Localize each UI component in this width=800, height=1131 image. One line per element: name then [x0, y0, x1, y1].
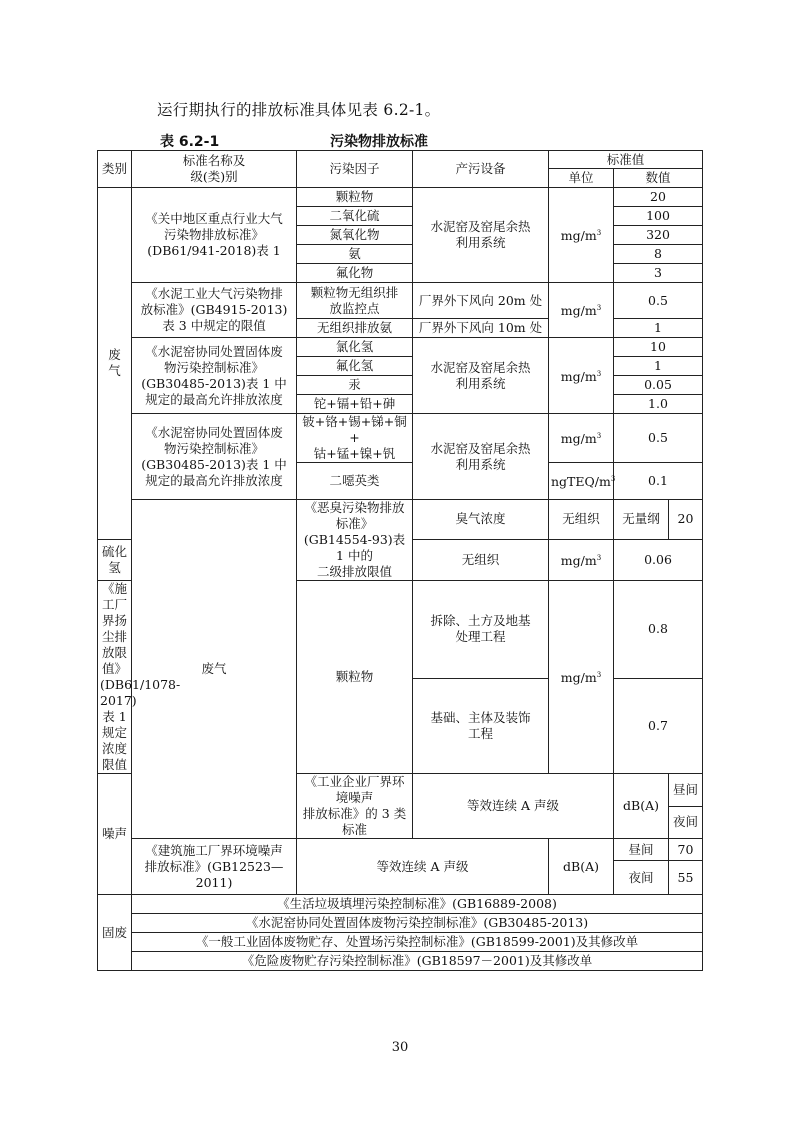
header-unit: 单位 [549, 169, 614, 188]
g4-factor-0: 铍+铬+锡+锑+铜+ 钴+锰+镍+钒 [297, 414, 413, 463]
table-caption-title: 污染物排放标准 [330, 134, 428, 150]
g1-factor-0: 颗粒物 [297, 188, 413, 207]
g2-equipment-0: 厂界外下风向 20m 处 [413, 283, 549, 319]
g4-unit-1: ngTEQ/$m^3$ [549, 463, 614, 500]
g4-standard: 《水泥窑协同处置固体废 物污染控制标准》 (GB30485-2013)表 1 中 规定的最高允许排放浓度 [132, 414, 297, 500]
n2-day-value: 70 [669, 839, 703, 861]
g5-standard: 《恶臭污染物排放标准》 (GB14554-93)表 1 中的 二级排放限值 [297, 500, 413, 581]
g6-unit: $mg/m^3$ [549, 581, 614, 774]
n1-night-label: 夜间 [669, 806, 703, 839]
n2-day-label: 昼间 [614, 839, 669, 861]
category-gas-1: 废 气 [98, 188, 132, 540]
n1-unit: dB(A) [614, 774, 669, 839]
table-row [98, 895, 703, 914]
emission-standards-table [97, 150, 703, 971]
table-row [98, 952, 703, 971]
header-equipment: 产污设备 [413, 151, 549, 188]
table-row [98, 839, 703, 861]
category-noise: 噪声 [98, 774, 132, 895]
g3-factor-1: 氟化氢 [297, 357, 413, 376]
intro-text: 运行期执行的排放标准具体见表 6.2-1。 [157, 101, 441, 119]
g1-value-3: 8 [614, 245, 703, 264]
g1-factor-3: 氨 [297, 245, 413, 264]
g3-unit: $mg/m^3$ [549, 338, 614, 414]
solid-row-0: 《生活垃圾填埋污染控制标准》(GB16889-2008) [132, 895, 703, 914]
g1-value-1: 100 [614, 207, 703, 226]
table-row [98, 914, 703, 933]
header-factor: 污染因子 [297, 151, 413, 188]
table-row [98, 283, 703, 319]
header-standard-value: 标准值 [549, 151, 703, 169]
category-gas-2: 废气 [132, 500, 297, 839]
header-standard-name: 标准名称及 级(类)别 [132, 151, 297, 188]
n2-factor: 等效连续 A 声级 [297, 839, 549, 895]
header-category: 类别 [98, 151, 132, 188]
g2-standard: 《水泥工业大气污染物排 放标准》(GB4915-2013) 表 3 中规定的限值 [132, 283, 297, 338]
g4-unit-0: $mg/m^3$ [549, 414, 614, 463]
g4-factor-1: 二噁英类 [297, 463, 413, 500]
g3-factor-2: 汞 [297, 376, 413, 395]
table-row [98, 414, 703, 463]
g3-value-1: 1 [614, 357, 703, 376]
table-row [98, 500, 703, 540]
g3-standard: 《水泥窑协同处置固体废 物污染控制标准》 (GB30485-2013)表 1 中 规定的最高允许排放浓度 [132, 338, 297, 414]
n1-day-label: 昼间 [669, 774, 703, 807]
n1-standard: 《工业企业厂界环境噪声 排放标准》的 3 类标准 [297, 774, 413, 839]
g5-unit-1: $mg/m^3$ [549, 539, 614, 580]
g2-value-1: 1 [614, 319, 703, 338]
g5-equipment-1: 无组织 [413, 539, 549, 580]
g3-value-2: 0.05 [614, 376, 703, 395]
g5-unit-0: 无量纲 [614, 500, 669, 540]
page-number: 30 [391, 1040, 409, 1055]
g5-value-1: 0.06 [614, 539, 703, 580]
g6-equipment-1: 基础、主体及装饰 工程 [413, 678, 549, 773]
solid-row-2: 《一般工业固体废物贮存、处置场污染控制标准》(GB18599-2001)及其修改单 [132, 933, 703, 952]
g6-standard: 《施工厂界扬尘排放限 值》(DB61/1078-2017) 表 1 规定浓度限值 [98, 581, 132, 774]
g2-factor-1: 无组织排放氨 [297, 319, 413, 338]
g1-value-2: 320 [614, 226, 703, 245]
table-row [98, 338, 703, 357]
g4-value-1: 0.1 [614, 463, 703, 500]
g5-value-0: 20 [669, 500, 703, 540]
g5-factor-1: 硫化氢 [98, 539, 132, 580]
g2-equipment-1: 厂界外下风向 10m 处 [413, 319, 549, 338]
g5-equipment-0: 无组织 [549, 500, 614, 540]
g3-value-3: 1.0 [614, 395, 703, 414]
n2-unit: dB(A) [549, 839, 614, 895]
g5-factor-0: 臭气浓度 [413, 500, 549, 540]
g3-factor-3: 铊+镉+铅+砷 [297, 395, 413, 414]
category-solid: 固废 [98, 895, 132, 971]
header-value: 数值 [614, 169, 703, 188]
g1-factor-2: 氮氧化物 [297, 226, 413, 245]
g6-value-0: 0.8 [614, 581, 703, 679]
g1-factor-1: 二氧化硫 [297, 207, 413, 226]
solid-row-1: 《水泥窑协同处置固体废物污染控制标准》(GB30485-2013) [132, 914, 703, 933]
g1-unit: $mg/m^3$ [549, 188, 614, 283]
n2-standard: 《建筑施工厂界环境噪声 排放标准》(GB12523— 2011) [132, 839, 297, 895]
g6-factor: 颗粒物 [297, 581, 413, 774]
g6-equipment-0: 拆除、土方及地基 处理工程 [413, 581, 549, 679]
n2-night-label: 夜间 [614, 861, 669, 895]
solid-row-3: 《危险废物贮存污染控制标准》(GB18597－2001)及其修改单 [132, 952, 703, 971]
n2-night-value: 55 [669, 861, 703, 895]
g1-factor-4: 氟化物 [297, 264, 413, 283]
g2-value-0: 0.5 [614, 283, 703, 319]
g1-value-0: 20 [614, 188, 703, 207]
g2-factor-0: 颗粒物无组织排 放监控点 [297, 283, 413, 319]
g1-value-4: 3 [614, 264, 703, 283]
g3-factor-0: 氯化氢 [297, 338, 413, 357]
g4-equipment: 水泥窑及窑尾余热 利用系统 [413, 414, 549, 500]
g1-equipment: 水泥窑及窑尾余热 利用系统 [413, 188, 549, 283]
n1-factor: 等效连续 A 声级 [413, 774, 614, 839]
g3-equipment: 水泥窑及窑尾余热 利用系统 [413, 338, 549, 414]
g6-value-1: 0.7 [614, 678, 703, 773]
table-caption-number: 表 6.2-1 [160, 134, 220, 150]
g4-value-0: 0.5 [614, 414, 703, 463]
header-row [98, 151, 703, 169]
g2-unit: $mg/m^3$ [549, 283, 614, 338]
table-row [98, 188, 703, 207]
g1-standard: 《关中地区重点行业大气 污染物排放标准》 (DB61/941-2018)表 1 [132, 188, 297, 283]
g3-value-0: 10 [614, 338, 703, 357]
table-row [98, 933, 703, 952]
